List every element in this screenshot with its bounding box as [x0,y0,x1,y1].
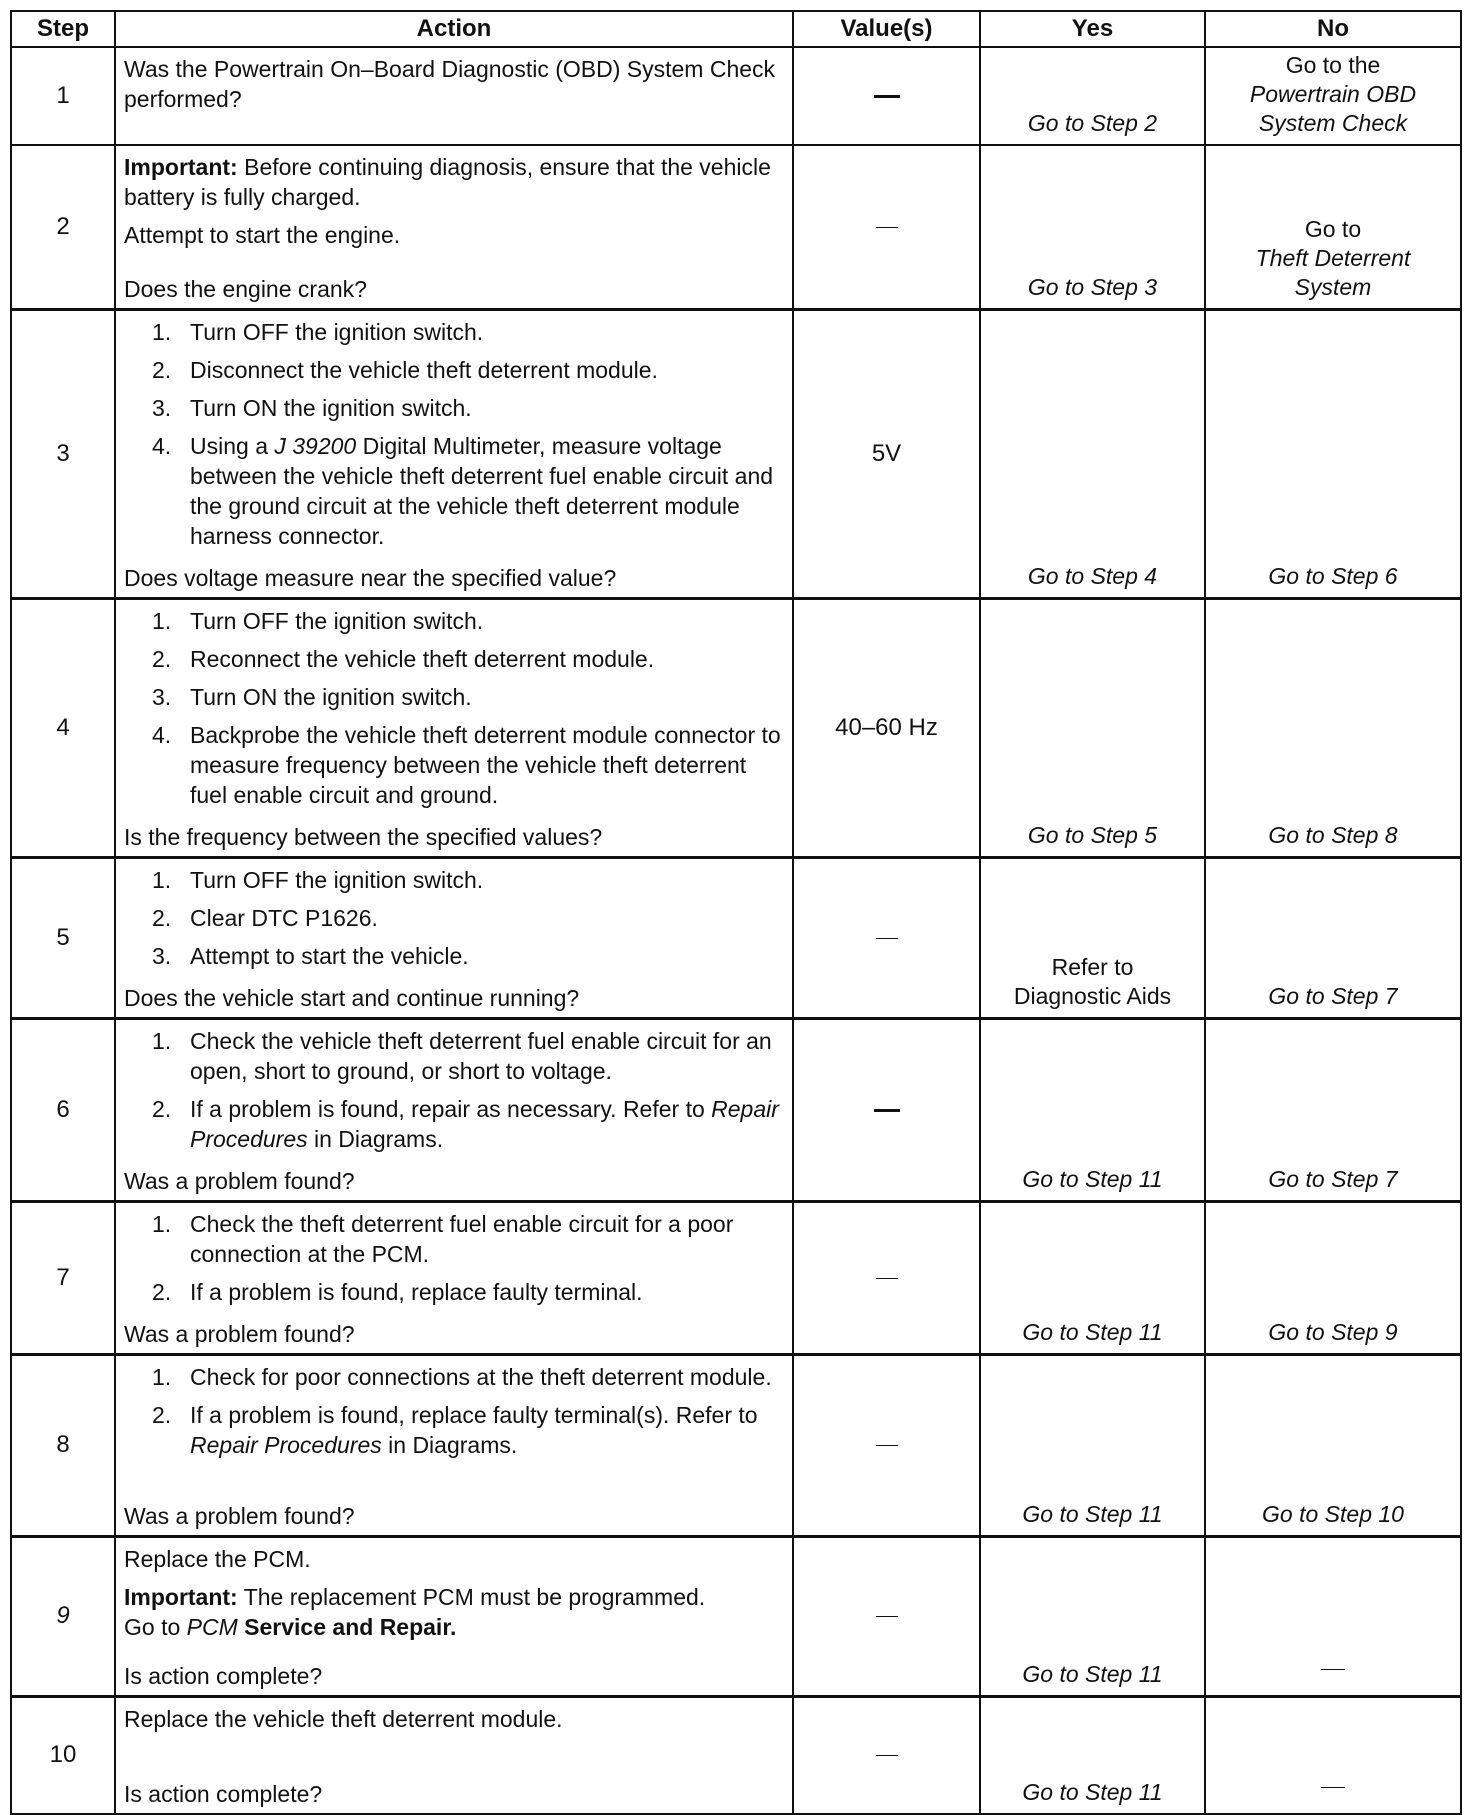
table-row [11,1536,1461,1696]
value-dash [874,1109,900,1112]
action-cell [115,598,793,857]
list-item: 2. If a problem is found, replace faulty terminal. [152,1278,643,1305]
action-text: Replace the vehicle theft deterrent module. [124,1705,563,1732]
step-number: 10 [11,1696,115,1814]
yes-cell [980,1536,1205,1696]
list-item: 1. Turn OFF the ignition switch. [152,607,484,634]
repair-procedures-link[interactable]: Repair Procedures [190,1431,382,1458]
no-link[interactable]: Go to Step 6 [1268,562,1398,589]
yes-cell [980,47,1205,145]
step-number: 1 [11,47,115,145]
no-link[interactable]: Go to Step 9 [1268,1318,1398,1345]
procedure-list [124,606,784,818]
list-item: 2. Disconnect the vehicle theft deterrent module. [152,356,658,383]
value-cell [793,1018,980,1201]
action-cell [115,857,793,1018]
no-link[interactable]: Go to Step 10 [1262,1500,1404,1527]
no-line: Go to [1304,215,1362,242]
yes-link[interactable]: Go to Step 11 [1022,1660,1163,1687]
yes-link[interactable]: Go to Step 11 [1022,1779,1163,1805]
no-link[interactable]: Go to Step 7 [1268,982,1398,1009]
list-item: 3. Turn ON the ignition switch. [152,394,472,421]
header-yes: Yes [980,11,1205,47]
no-cell [1205,309,1461,598]
action-cell [115,1354,793,1536]
no-link[interactable]: Theft Deterrent [1255,244,1411,271]
table-row [11,1354,1461,1536]
yes-link[interactable]: Go to Step 11 [1022,1165,1163,1192]
procedure-list [124,317,784,559]
list-item: 1. Turn OFF the ignition switch. [152,866,484,893]
table-row [11,857,1461,1018]
step-number: 6 [11,1018,115,1201]
no-dash [1321,1669,1345,1670]
diagnostic-table [10,10,1462,1815]
yes-cell [980,1201,1205,1354]
yes-link[interactable]: Go to Step 11 [1022,1500,1163,1527]
step-number: 5 [11,857,115,1018]
procedure-list [124,865,784,979]
yes-link[interactable]: Diagnostic Aids [1013,982,1172,1009]
no-cell [1205,1354,1461,1536]
value-cell [793,47,980,145]
list-item: 2. Reconnect the vehicle theft deterrent module. [152,645,655,672]
table-row [11,1696,1461,1814]
action-question: Does the engine crank? [124,275,367,302]
tool-reference: J 39200 [274,432,357,459]
value-cell [793,145,980,309]
important-label: Important: [124,1583,238,1610]
action-cell [115,1018,793,1201]
important-label: Important: [124,154,238,180]
step-number: 8 [11,1354,115,1536]
value-cell [793,1536,980,1696]
yes-cell [980,857,1205,1018]
action-cell [115,1201,793,1354]
pcm-link[interactable]: PCM [186,1613,238,1640]
value-dash [876,1616,898,1617]
action-cell [115,47,793,145]
yes-link[interactable]: Go to Step 2 [1027,110,1158,136]
no-cell [1205,47,1461,145]
yes-link[interactable]: Go to Step 5 [1027,821,1158,848]
yes-cell [980,1354,1205,1536]
yes-cell [980,309,1205,598]
no-link[interactable]: Powertrain OBD [1249,81,1417,107]
action-question: Does voltage measure near the specified value? [124,564,617,591]
table-row [11,145,1461,309]
no-link[interactable]: Go to Step 7 [1268,1165,1398,1192]
table-row [11,1201,1461,1354]
no-cell [1205,857,1461,1018]
table-row [11,598,1461,857]
action-question: Was a problem found? [124,1320,355,1347]
value-dash [876,938,898,939]
value-dash [876,1755,898,1756]
header-no: No [1205,11,1461,47]
step-number: 2 [11,145,115,309]
list-item: 3. Turn ON the ignition switch. [152,683,472,710]
important-text: Before continuing diagnosis, ensure that the vehicle battery is fully charged. [124,154,771,210]
action-question: Is action complete? [124,1662,323,1689]
action-question: Was the Powertrain On–Board Diagnostic (OBD) System Check performed? [124,56,776,112]
value-cell [793,1354,980,1536]
list-item: 3. Attempt to start the vehicle. [152,942,469,969]
yes-link[interactable]: Go to Step 3 [1027,273,1158,300]
action-question: Does the vehicle start and continue running? [124,984,580,1011]
action-cell: Replace the PCM. Important: The replacement PCM must be programmed. Go to PCM Service and Repair. Is action complete? [115,1536,793,1696]
repair-procedures-link[interactable]: Repair Procedures [190,1095,779,1152]
list-item: 1. Turn OFF the ignition switch. [152,318,484,345]
yes-link[interactable]: Go to Step 11 [1022,1318,1163,1345]
list-item: 1. Check for poor connections at the theft deterrent module. [152,1363,772,1390]
no-cell [1205,1201,1461,1354]
step-number: 7 [11,1201,115,1354]
header-values: Value(s) [793,11,980,47]
no-line: Go to the [1285,52,1381,78]
list-item: 1. Check the theft deterrent fuel enable circuit for a poor connection at the PCM. [152,1210,734,1267]
step-number: 9 [11,1536,115,1696]
action-cell [115,309,793,598]
header-action: Action [115,11,793,47]
yes-line: Refer to [1051,953,1134,980]
no-cell [1205,1696,1461,1814]
value-cell [793,1696,980,1814]
yes-cell [980,598,1205,857]
action-text: Attempt to start the engine. [124,222,401,248]
yes-cell [980,1696,1205,1814]
list-item: 2. If a problem is found, repair as necessary. Refer to Repair Procedures in Diagrams. [152,1095,779,1152]
list-item: 2. Clear DTC P1626. [152,904,378,931]
list-item: 4. Backprobe the vehicle theft deterrent module connector to measure frequency between the vehicle theft deterrent fuel enable circuit and ground. [152,721,781,808]
list-item: 1. Check the vehicle theft deterrent fuel enable circuit for an open, short to ground, or short to voltage. [152,1027,772,1084]
no-cell [1205,598,1461,857]
value-dash [874,95,900,98]
yes-cell [980,1018,1205,1201]
table-row [11,1018,1461,1201]
value-dash [876,227,898,228]
header-step: Step [11,11,115,47]
procedure-list [124,1209,784,1315]
step-number: 4 [11,598,115,857]
action-question: Was a problem found? [124,1502,355,1529]
value-dash [876,1445,898,1446]
no-dash [1321,1787,1345,1788]
value-cell: 5V [793,309,980,598]
list-item: 4. Using a J 39200 Digital Multimeter, measure voltage between the vehicle theft deterrent fuel enable circuit and the ground circuit at the vehicle theft deterrent module harness connector. [152,432,774,549]
action-question: Was a problem found? [124,1167,355,1194]
value-cell [793,1201,980,1354]
table-row [11,309,1461,598]
action-question: Is action complete? [124,1781,323,1807]
value-cell [793,857,980,1018]
no-cell [1205,145,1461,309]
no-cell [1205,1018,1461,1201]
action-cell [115,1696,793,1814]
value-dash [876,1278,898,1279]
procedure-list [124,1362,784,1468]
no-link[interactable]: System Check [1258,110,1408,136]
list-item: 2. If a problem is found, replace faulty terminal(s). Refer to Repair Procedures in Diagrams. [152,1401,758,1458]
no-link[interactable]: Go to Step 8 [1268,821,1398,848]
no-link[interactable]: System [1294,273,1372,300]
step-number: 3 [11,309,115,598]
service-repair-link[interactable]: Service and Repair. [237,1613,457,1640]
value-cell: 40–60 Hz [793,598,980,857]
action-cell [115,145,793,309]
action-text: Replace the PCM. [124,1545,311,1572]
header-row [11,11,1461,47]
action-question: Is the frequency between the specified values? [124,823,603,850]
yes-cell [980,145,1205,309]
procedure-list [124,1026,784,1162]
yes-link[interactable]: Go to Step 4 [1027,562,1158,589]
important-text: The replacement PCM must be programmed. [243,1583,706,1610]
no-cell [1205,1536,1461,1696]
table-row [11,47,1461,145]
